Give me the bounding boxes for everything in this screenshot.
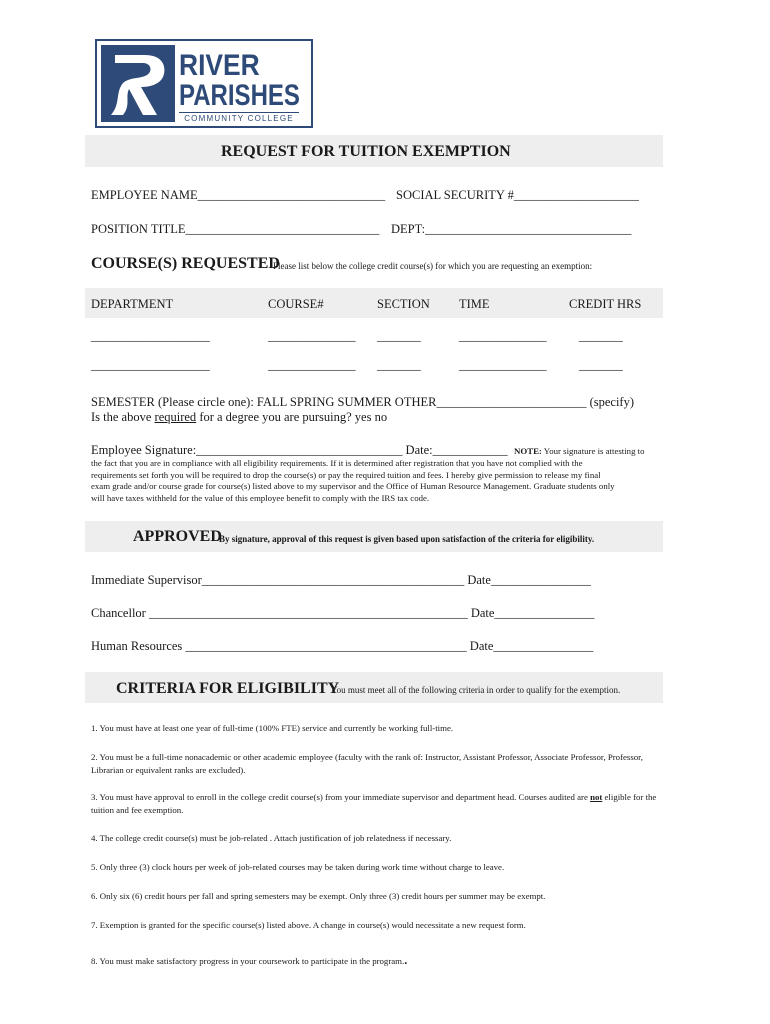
criteria-item-3 xyxy=(91,791,661,816)
required-q-underlined: required xyxy=(154,410,197,424)
row1-section-field[interactable]: _______ xyxy=(377,329,421,343)
criteria-item-3-text: 3. You must have approval to enroll in the college credit course(s) from your immediate supervisor and department head. Courses audited are xyxy=(91,792,591,802)
river-logo-icon xyxy=(101,45,175,122)
required-question[interactable] xyxy=(91,410,387,425)
row2-course-field[interactable]: ______________ xyxy=(268,358,356,372)
approved-heading: APPROVED xyxy=(133,528,222,545)
note-line-4: will have taxes withheld for the value of this employee benefit to comply with the IRS tax code. xyxy=(91,492,430,503)
col-department: DEPARTMENT xyxy=(91,297,174,311)
courses-instruction: Please list below the college credit course(s) for which you are requesting an exemption: xyxy=(273,261,593,271)
row1-time-field[interactable]: ______________ xyxy=(459,329,547,343)
supervisor-signature-field[interactable]: Immediate Supervisor__________________________________________ Date________________ xyxy=(91,573,591,587)
criteria-item-3-emphasis: not xyxy=(590,792,603,802)
position-title-field[interactable]: POSITION TITLE_______________________________ xyxy=(91,222,380,236)
dept-field[interactable]: DEPT:_________________________________ xyxy=(391,222,632,236)
criteria-item-5: 5. Only three (3) clock hours per week of job-related courses may be taken during work time without charge to leave. xyxy=(91,862,505,872)
college-logo xyxy=(95,39,313,128)
approved-subtext: By signature, approval of this request is given based upon satisfaction of the criteria for eligibility. xyxy=(219,534,595,544)
semester-line[interactable]: SEMESTER (Please circle one): FALL SPRING SUMMER OTHER________________________ (specify) xyxy=(91,395,635,409)
criteria-item-8 xyxy=(91,954,661,968)
row2-credit-field[interactable]: _______ xyxy=(579,358,623,372)
required-q-prefix: Is the above xyxy=(91,410,155,424)
employee-signature-field[interactable]: Employee Signature:_________________________________ Date:____________ xyxy=(91,443,508,457)
ssn-field[interactable]: SOCIAL SECURITY #____________________ xyxy=(396,188,639,202)
criteria-item-3-suffix: eligible for the tuition and fee exemption. xyxy=(91,792,657,815)
criteria-item-6: 6. Only six (6) credit hours per fall and spring semesters may be exempt. Only three (3) credit hours per summer may be exempt. xyxy=(91,891,546,901)
note-line-2: requirements set forth you will be required to drop the course(s) or pay the required tuition and fees. I hereby give permission to release my final xyxy=(91,469,601,480)
logo-line-3: COMMUNITY COLLEGE xyxy=(179,112,299,124)
row2-time-field[interactable]: ______________ xyxy=(459,358,547,372)
criteria-item-1: 1. You must have at least one year of full-time (100% FTE) service and currently be working full-time. xyxy=(91,723,454,733)
row1-department-field[interactable]: ___________________ xyxy=(91,329,210,343)
criteria-item-8-period: . xyxy=(404,953,408,967)
required-q-suffix: for a degree you are pursuing? yes no xyxy=(196,410,388,424)
row1-credit-field[interactable]: _______ xyxy=(579,329,623,343)
col-time: TIME xyxy=(459,297,490,311)
criteria-item-8-text: 8. You must make satisfactory progress in your coursework to participate in the program. xyxy=(91,956,405,966)
note-line-3: exam grade and/or course grade for course(s) listed above to my supervisor and the Office of Human Resource Management. Graduate students only xyxy=(91,481,615,491)
note-line-1: the fact that you are in compliance with all eligibility requirements. If it is determined after registration that you have not complied with the xyxy=(91,458,583,468)
courses-heading: COURSE(S) REQUESTED xyxy=(91,255,280,272)
signature-note-head xyxy=(514,446,645,458)
criteria-subtext: You must meet all of the following criteria in order to qualify for the exemption. xyxy=(331,685,621,695)
logo-line-1: RIVER xyxy=(179,49,260,82)
form-title: REQUEST FOR TUITION EXEMPTION xyxy=(221,143,511,160)
row2-department-field[interactable]: ___________________ xyxy=(91,358,210,372)
criteria-item-7: 7. Exemption is granted for the specific course(s) listed above. A change in course(s) would necessitate a new request form. xyxy=(91,920,526,930)
criteria-item-4: 4. The college credit course(s) must be job-related . Attach justification of job relatedness if necessary. xyxy=(91,833,452,843)
employee-name-field[interactable]: EMPLOYEE NAME______________________________ xyxy=(91,188,386,202)
criteria-heading: CRITERIA FOR ELIGIBILITY xyxy=(116,680,340,697)
col-section: SECTION xyxy=(377,297,430,311)
row1-course-field[interactable]: ______________ xyxy=(268,329,356,343)
hr-signature-field[interactable]: Human Resources _____________________________________________ Date________________ xyxy=(91,639,594,653)
col-credit-hrs: CREDIT HRS xyxy=(569,297,642,311)
row2-section-field[interactable]: _______ xyxy=(377,358,421,372)
chancellor-signature-field[interactable]: Chancellor ___________________________________________________ Date________________ xyxy=(91,606,595,620)
col-course-number: COURSE# xyxy=(268,297,324,311)
note-label: NOTE: xyxy=(514,446,542,456)
criteria-item-2: 2. You must be a full-time nonacademic or other academic employee (faculty with the rank of: Instructor, Assistant Professor, Associate Professor, Professor, Librarian or equivalent ranks are excluded). xyxy=(91,752,643,775)
note-first: Your signature is attesting to xyxy=(541,446,645,456)
logo-line-2: PARISHES xyxy=(179,79,300,112)
